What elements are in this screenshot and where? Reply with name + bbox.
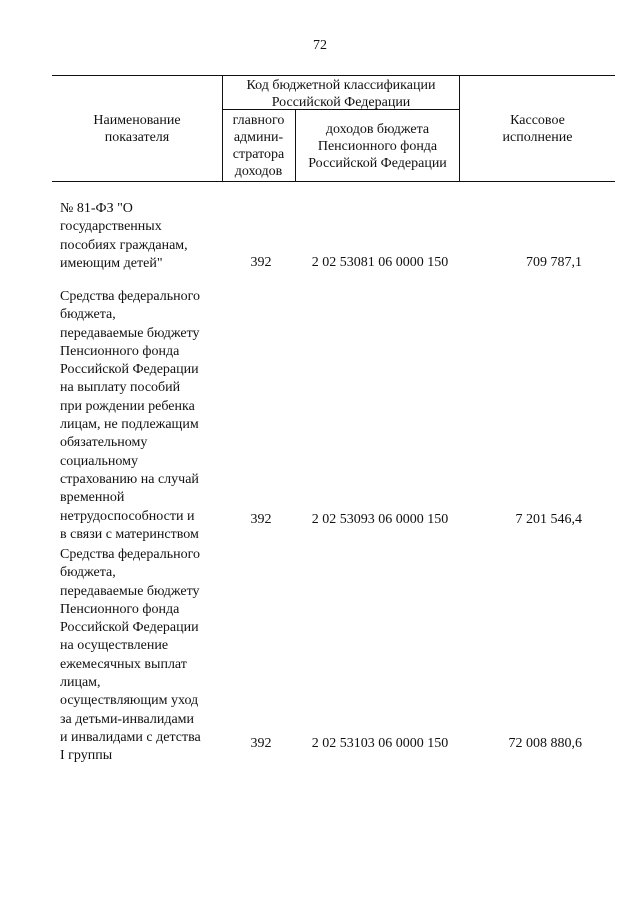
row-name-line: при рождении ребенка bbox=[60, 398, 195, 414]
row-name-line: осуществляющим уход bbox=[60, 693, 199, 709]
row-admin-code: 392 bbox=[250, 512, 272, 527]
header-top-border bbox=[52, 75, 615, 76]
header-name-line: Наименование bbox=[93, 113, 181, 128]
header-admin-line: админи- bbox=[233, 130, 284, 145]
header-admin-line: доходов bbox=[234, 164, 283, 179]
header-income-column bbox=[296, 121, 459, 172]
row-name-line: Пенсионного фонда bbox=[60, 601, 180, 617]
row-income-code: 2 02 53081 06 0000 150 bbox=[311, 255, 449, 270]
header-name-line: показателя bbox=[104, 130, 170, 145]
header-income-line: Российской Федерации bbox=[308, 156, 447, 171]
header-admin-line: стратора bbox=[232, 147, 285, 162]
header-name-column bbox=[52, 112, 222, 146]
header-code-group-line: Российской Федерации bbox=[271, 95, 411, 110]
row-name-line: социальному bbox=[60, 453, 138, 469]
header-admin-line: главного bbox=[232, 113, 285, 128]
row-name bbox=[60, 546, 235, 766]
row-name-line: на выплату пособий bbox=[60, 380, 181, 396]
header-income-line: доходов бюджета bbox=[325, 122, 430, 137]
row-name-line: бюджета, bbox=[60, 307, 116, 323]
row-name-line: Средства федерального bbox=[60, 289, 200, 304]
row-name-line: временной bbox=[60, 490, 125, 506]
row-name-line: государственных bbox=[60, 219, 162, 235]
row-name-line: в связи с материнством bbox=[60, 526, 199, 542]
row-name-line: передаваемые бюджету bbox=[60, 325, 200, 341]
row-amount: 709 787,1 bbox=[526, 255, 582, 270]
table-header bbox=[52, 75, 615, 182]
row-name-line: лицам, не подлежащим bbox=[60, 417, 199, 433]
row-name-line: Пенсионного фонда bbox=[60, 343, 180, 359]
row-name-line: бюджета, bbox=[60, 565, 116, 581]
row-name-line: обязательному bbox=[60, 435, 148, 451]
row-name-line: страхованию на случай bbox=[60, 471, 199, 487]
row-name-line: Средства федерального bbox=[60, 547, 200, 562]
row-name-line: имеющим детей" bbox=[60, 255, 163, 271]
row-name-line: пособиях гражданам, bbox=[60, 237, 188, 253]
row-name-line: и инвалидами с детства bbox=[60, 729, 201, 745]
row-name-line: передаваемые бюджету bbox=[60, 583, 200, 599]
row-name bbox=[60, 200, 235, 273]
page-number: 72 bbox=[313, 38, 327, 53]
header-exec-line: исполнение bbox=[502, 130, 573, 145]
row-name-line: Российской Федерации bbox=[60, 362, 199, 378]
row-name-line: нетрудоспособности и bbox=[60, 508, 195, 524]
row-income-code: 2 02 53103 06 0000 150 bbox=[311, 736, 449, 751]
header-bottom-border bbox=[52, 181, 615, 182]
header-admin-column bbox=[222, 112, 295, 180]
row-name-line: на осуществление bbox=[60, 638, 169, 654]
row-income-code: 2 02 53093 06 0000 150 bbox=[311, 512, 449, 527]
row-name-line: № 81-ФЗ "О bbox=[60, 201, 133, 216]
row-name-line: I группы bbox=[60, 748, 113, 764]
row-name-line: лицам, bbox=[60, 675, 101, 691]
header-exec-line: Кассовое bbox=[510, 113, 565, 128]
header-code-group-line: Код бюджетной классификации bbox=[246, 78, 436, 93]
header-code-group bbox=[222, 77, 460, 111]
row-name-line: за детьми-инвалидами bbox=[60, 711, 195, 727]
row-admin-code: 392 bbox=[250, 255, 272, 270]
header-income-line: Пенсионного фонда bbox=[317, 139, 438, 154]
header-exec-column bbox=[460, 112, 615, 146]
row-amount: 72 008 880,6 bbox=[508, 736, 582, 751]
row-amount: 7 201 546,4 bbox=[515, 512, 582, 527]
row-admin-code: 392 bbox=[250, 736, 272, 751]
row-name-line: Российской Федерации bbox=[60, 620, 199, 636]
row-name bbox=[60, 288, 235, 544]
row-name-line: ежемесячных выплат bbox=[60, 656, 187, 672]
